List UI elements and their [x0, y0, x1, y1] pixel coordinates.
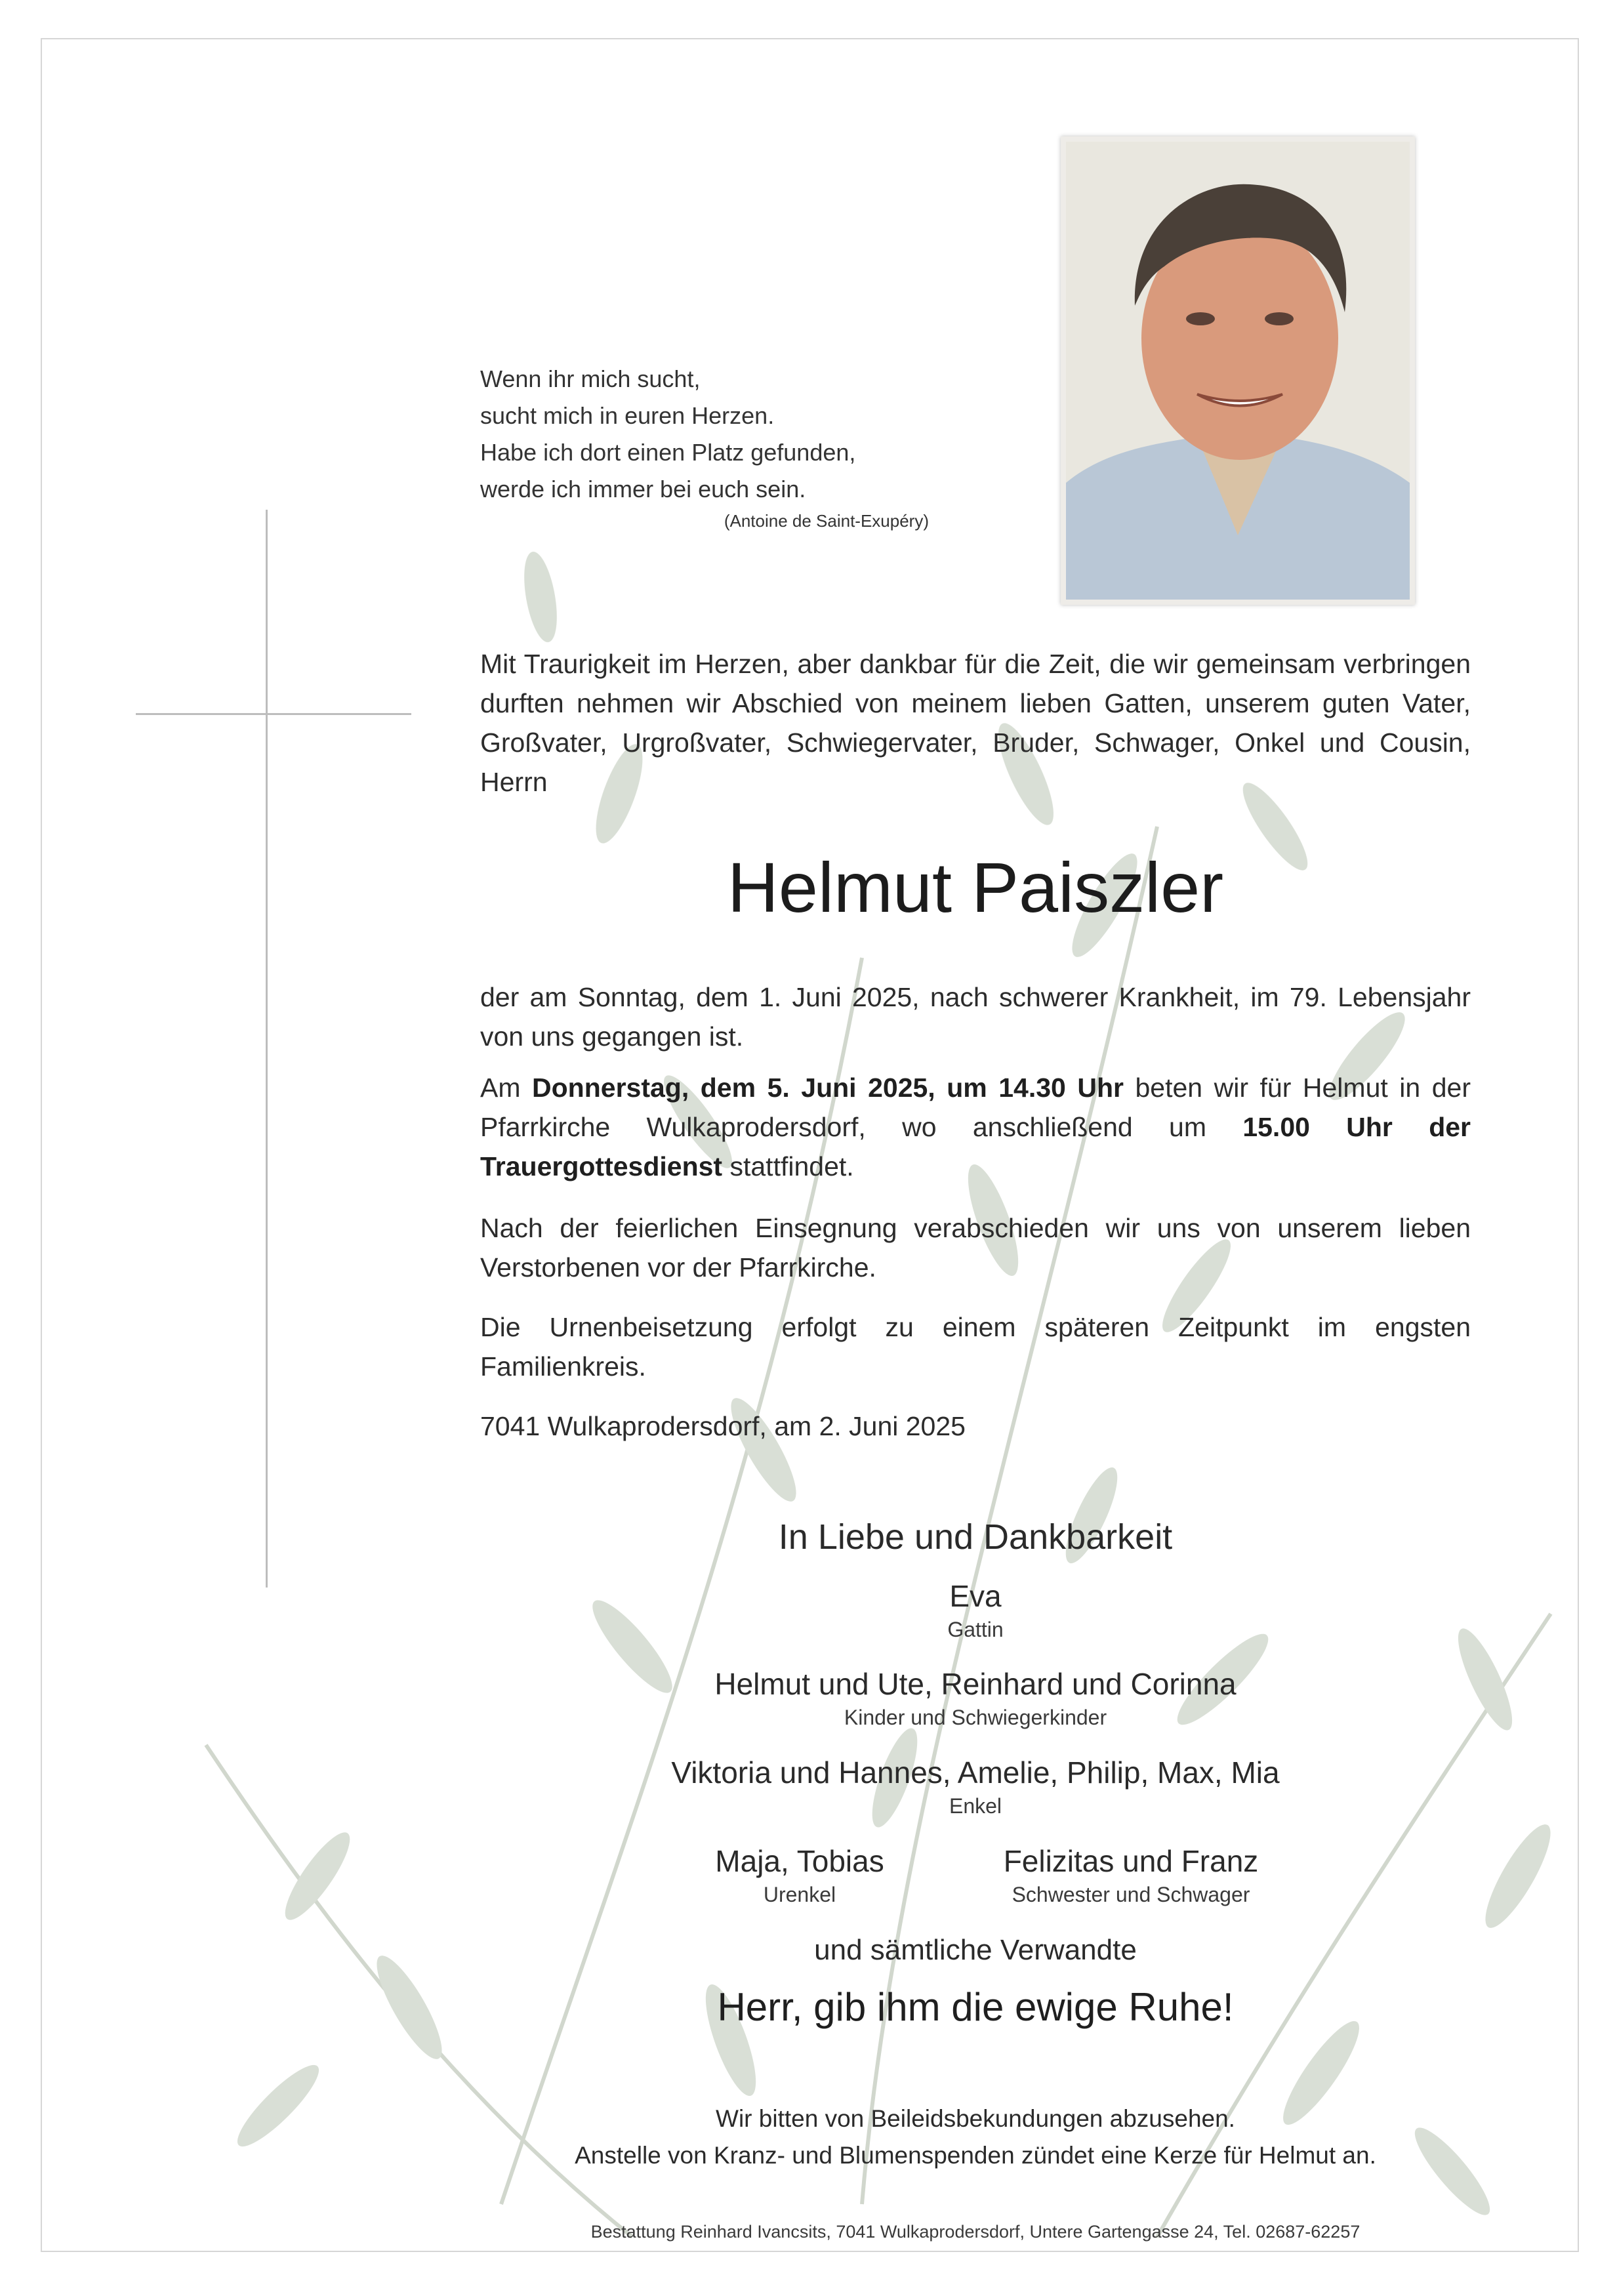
- prayer-date: Donnerstag, dem 5. Juni 2025, um 14.30 Uhr: [532, 1073, 1124, 1103]
- grandchildren-block: [480, 1753, 1471, 1820]
- prayer-text: beten wir für Helmut in der Pfarrkirche Wulkaprodersdorf, wo anschließend um: [480, 1073, 1471, 1142]
- funeral-home-footer: Bestattung Reinhard Ivancsits, 7041 Wulkaprodersdorf, Untere Gartengasse 24, Tel. 02687-62257: [590, 2222, 1361, 2242]
- mourners-heading: In Liebe und Dankbarkeit: [778, 1517, 1173, 1557]
- request-line: Wir bitten von Beileidsbekundungen abzusehen.: [716, 2105, 1235, 2132]
- great-grandchildren-names: Maja, Tobias: [715, 1844, 884, 1878]
- closing-prayer: Herr, gib ihm die ewige Ruhe!: [717, 1985, 1234, 2029]
- poem-line: werde ich immer bei euch sein.: [480, 476, 806, 502]
- great-grandchildren-block: [695, 1842, 905, 1909]
- cross-horizontal: [136, 713, 411, 715]
- poem-author: (Antoine de Saint-Exupéry): [724, 511, 929, 531]
- deceased-name: Helmut Paiszler: [727, 848, 1224, 927]
- great-grandchildren-role: Urenkel: [763, 1883, 836, 1906]
- blessing-notice: Nach der feierlichen Einsegnung verabschieden wir uns von unserem lieben Verstorbenen vor der Pfarrkirche.: [480, 1213, 1471, 1282]
- spouse-role: Gattin: [947, 1618, 1004, 1641]
- poem-line: Wenn ihr mich sucht,: [480, 365, 701, 392]
- obituary-sheet: [41, 38, 1579, 2252]
- prayer-notice: [480, 1068, 1471, 1186]
- spouse-block: [480, 1577, 1471, 1644]
- poem-line: Habe ich dort einen Platz gefunden,: [480, 439, 856, 466]
- relatives-line: und sämtliche Verwandte: [814, 1934, 1137, 1966]
- siblings-role: Schwester und Schwager: [1012, 1883, 1250, 1906]
- prayer-text: stattfindet.: [722, 1151, 854, 1181]
- children-block: [480, 1665, 1471, 1732]
- place-date: 7041 Wulkaprodersdorf, am 2. Juni 2025: [480, 1411, 966, 1441]
- poem: [480, 361, 939, 534]
- request-line: Anstelle von Kranz- und Blumenspenden zündet eine Kerze für Helmut an.: [575, 2142, 1376, 2169]
- requests: [480, 2101, 1471, 2174]
- cross-vertical: [266, 510, 268, 1588]
- children-role: Kinder und Schwiegerkinder: [844, 1706, 1107, 1729]
- prayer-text: Am: [480, 1073, 533, 1103]
- burial-notice: Die Urnenbeisetzung erfolgt zu einem späteren Zeitpunkt im engsten Familienkreis.: [480, 1312, 1471, 1382]
- portrait-illustration: [1066, 142, 1410, 600]
- grandchildren-role: Enkel: [949, 1794, 1002, 1818]
- poem-line: sucht mich in euren Herzen.: [480, 402, 775, 429]
- children-names: Helmut und Ute, Reinhard und Corinna: [714, 1667, 1237, 1701]
- siblings-block: [960, 1842, 1301, 1909]
- service-time: 15.00 Uhr der Trauergottesdienst: [480, 1112, 1471, 1181]
- spouse-name: Eva: [949, 1579, 1002, 1613]
- siblings-names: Felizitas und Franz: [1003, 1844, 1259, 1878]
- death-notice: der am Sonntag, dem 1. Juni 2025, nach schwerer Krankheit, im 79. Lebensjahr von uns gegangen ist.: [480, 982, 1471, 1052]
- intro-paragraph: Mit Traurigkeit im Herzen, aber dankbar für die Zeit, die wir gemeinsam verbringen durften nehmen wir Abschied von meinem lieben Gatten, unserem guten Vater, Großvater, Urgroßvater, Schwiegervater, Bruder, Schwager, Onkel und Cousin, Herrn: [480, 649, 1471, 797]
- portrait-photo: [1061, 136, 1415, 605]
- grandchildren-names: Viktoria und Hannes, Amelie, Philip, Max, Mia: [671, 1755, 1280, 1790]
